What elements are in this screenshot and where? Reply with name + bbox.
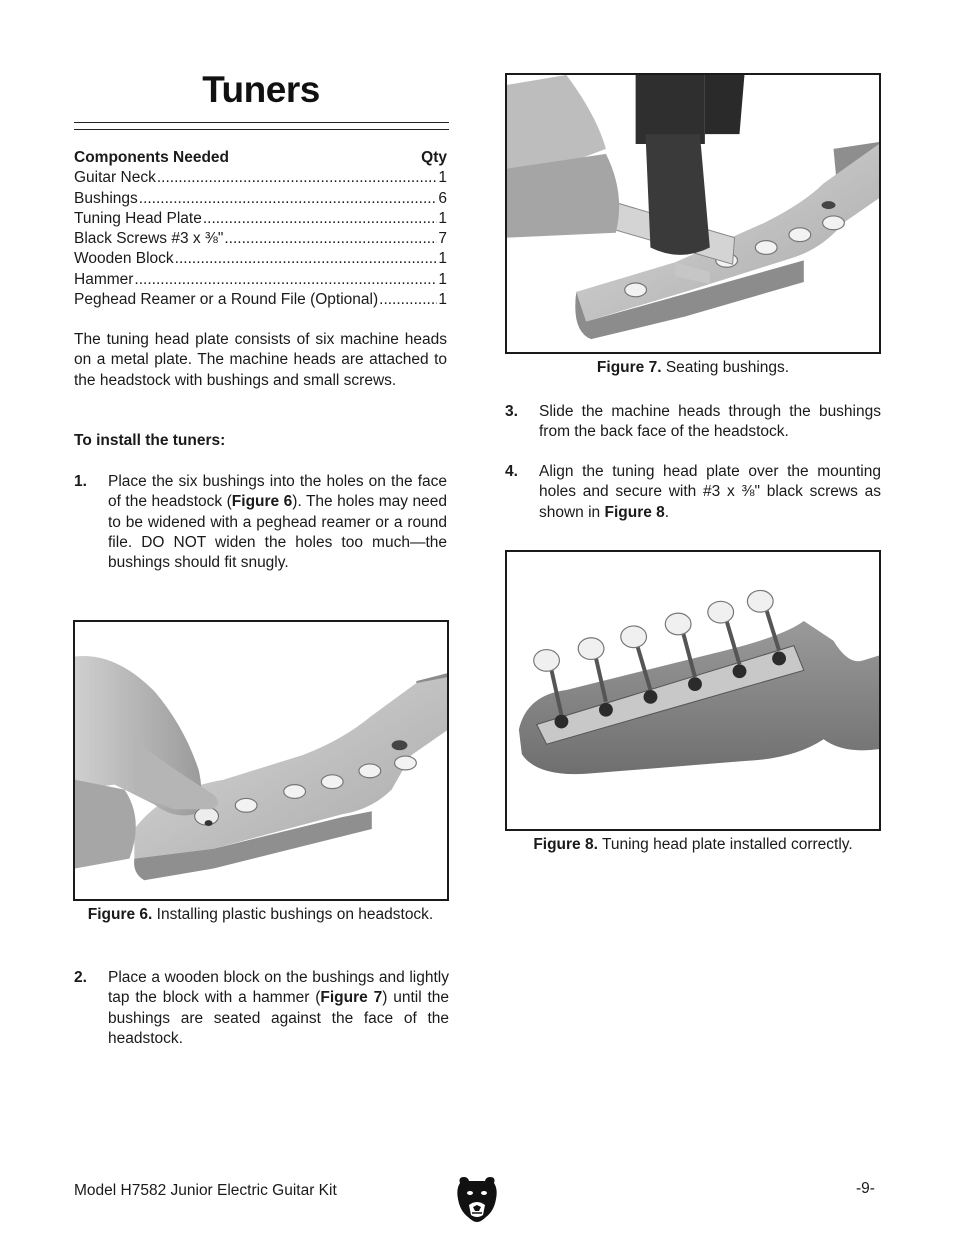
figure-ref: Figure 7 — [320, 989, 383, 1007]
title-rule-bottom — [74, 129, 449, 130]
step-text: Place the six bushings into the holes on the face of the headstock (Figure 6). The holes may need to be widened with a peghead reamer or a round file. DO NOT widen the holes too much—the bushings should fit snugly. — [108, 473, 447, 572]
figure-7-photo — [505, 73, 881, 354]
figure-8-caption — [505, 835, 881, 855]
figure-8-photo — [505, 550, 881, 831]
figure-6-label: Figure 6. — [87, 906, 153, 923]
components-list — [74, 148, 447, 310]
step-number: 1. — [74, 473, 87, 490]
component-row: Wooden Block ..... 1 — [74, 249, 447, 269]
figure-8-label: Figure 8. — [533, 836, 598, 853]
step-number: 3. — [505, 403, 518, 420]
bear-head-logo-icon — [456, 1175, 498, 1223]
step-text: Place a wooden block on the bushings and lightly tap the block with a hammer (Figure 7) until the bushings are seated against the face of the headstock. — [108, 969, 450, 1047]
step-3 — [505, 402, 881, 443]
figure-8-text: Tuning head plate installed correctly. — [601, 836, 853, 853]
step-text: Align the tuning head plate over the mounting holes and secure with #3 x ⅜" black screws as shown in Figure 8. — [539, 463, 881, 521]
components-header — [74, 148, 447, 168]
figure-6-caption — [74, 905, 447, 925]
components-header-qty: Qty — [421, 149, 447, 166]
figure-7-label: Figure 7. — [596, 359, 662, 376]
intro-paragraph: The tuning head plate consists of six machine heads on a metal plate. The machine heads are attached to the headstock with bushings and small screws. — [74, 331, 447, 389]
figure-6-photo — [73, 620, 449, 901]
components-header-label: Components Needed — [74, 149, 230, 166]
component-row: Bushings ..... 6 — [74, 189, 447, 209]
page-title: Tuners — [202, 69, 320, 110]
step-1 — [74, 472, 447, 573]
page-number: -9- — [856, 1180, 875, 1197]
figure-ref: Figure 8 — [604, 503, 665, 521]
figure-6-illustration — [75, 622, 447, 899]
step-text: Slide the machine heads through the bushings from the back face of the headstock. — [539, 403, 881, 441]
figure-6-text: Installing plastic bushings on headstock. — [156, 906, 434, 923]
component-row: Black Screws #3 x ⅜" ..... 7 — [74, 229, 447, 249]
title-rule-top — [74, 122, 449, 123]
figure-7-text: Seating bushings. — [665, 359, 790, 376]
install-heading: To install the tuners: — [74, 432, 226, 449]
step-number: 2. — [74, 969, 87, 986]
step-number: 4. — [505, 463, 518, 480]
figure-8-illustration — [507, 552, 879, 829]
component-row: Peghead Reamer or a Round File (Optional) ..... 1 — [74, 290, 447, 310]
figure-7-caption — [505, 358, 881, 378]
component-row: Tuning Head Plate ..... 1 — [74, 209, 447, 229]
step-4 — [505, 462, 881, 523]
footer-model: Model H7582 Junior Electric Guitar Kit — [74, 1182, 337, 1199]
step-2 — [74, 968, 449, 1049]
figure-ref: Figure 6 — [231, 493, 293, 511]
component-row: Hammer ..... 1 — [74, 270, 447, 290]
figure-7-illustration — [507, 75, 879, 352]
component-row: Guitar Neck ..... 1 — [74, 168, 447, 188]
